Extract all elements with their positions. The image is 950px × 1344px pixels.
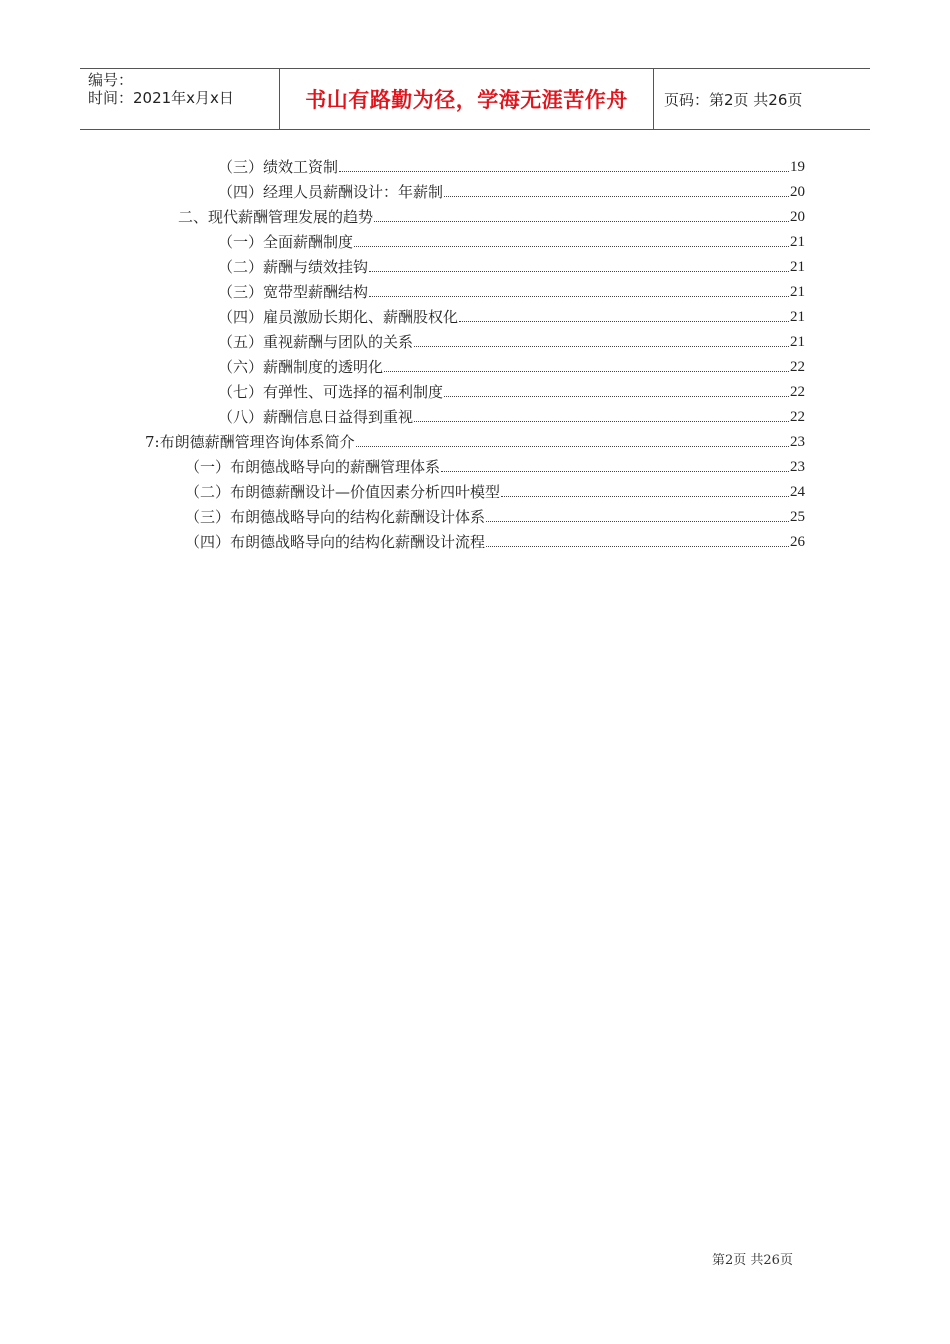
toc-entry-page: 23	[790, 434, 805, 450]
toc-leader-dots	[339, 170, 789, 172]
toc-leader-dots	[501, 495, 789, 497]
toc-entry[interactable]	[218, 255, 805, 277]
toc-entry-label: （一）全面薪酬制度	[218, 233, 354, 251]
toc-entry[interactable]	[178, 205, 805, 227]
toc-entry-page: 21	[790, 309, 805, 325]
toc-leader-dots	[486, 545, 789, 547]
toc-entry[interactable]	[218, 405, 805, 427]
toc-entry[interactable]	[218, 355, 805, 377]
toc-entry[interactable]	[218, 230, 805, 252]
toc-leader-dots	[369, 295, 789, 297]
toc-leader-dots	[369, 270, 789, 272]
toc-entry-label: （三）布朗德战略导向的结构化薪酬设计体系	[185, 508, 486, 526]
toc-entry-page: 25	[790, 509, 805, 525]
motto-text: 书山有路勤为径，学海无涯苦作舟	[305, 88, 628, 112]
toc-entry-label: （二）布朗德薪酬设计—价值因素分析四叶模型	[185, 483, 501, 501]
toc-leader-dots	[354, 245, 789, 247]
toc-entry[interactable]	[218, 180, 805, 202]
toc-entry-label: （一）布朗德战略导向的薪酬管理体系	[185, 458, 441, 476]
toc-entry[interactable]	[185, 505, 805, 527]
toc-entry-page: 21	[790, 259, 805, 275]
toc-entry[interactable]	[185, 530, 805, 552]
toc-entry-label: （五）重视薪酬与团队的关系	[218, 333, 414, 351]
toc-entry-label: （三）宽带型薪酬结构	[218, 283, 369, 301]
toc-leader-dots	[486, 520, 789, 522]
toc-entry-page: 22	[790, 359, 805, 375]
toc-entry[interactable]	[145, 430, 805, 452]
toc-entry-page: 22	[790, 409, 805, 425]
toc-entry[interactable]	[218, 280, 805, 302]
toc-entry-page: 20	[790, 209, 805, 225]
toc-leader-dots	[444, 395, 789, 397]
page-header	[80, 68, 870, 130]
toc-leader-dots	[414, 345, 789, 347]
toc-entry[interactable]	[218, 380, 805, 402]
header-info-cell	[80, 69, 280, 129]
toc-entry-label: （二）薪酬与绩效挂钩	[218, 258, 369, 276]
toc-entry-label: 7:布朗德薪酬管理咨询体系简介	[145, 433, 355, 451]
toc-leader-dots	[459, 320, 789, 322]
toc-entry-page: 21	[790, 334, 805, 350]
toc-entry-label: （四）雇员激励长期化、薪酬股权化	[218, 308, 459, 326]
toc-entry-label: （六）薪酬制度的透明化	[218, 358, 384, 376]
toc-entry-label: （七）有弹性、可选择的福利制度	[218, 383, 444, 401]
toc-entry[interactable]	[218, 305, 805, 327]
time-label: 时间：2021年x月x日	[88, 89, 234, 107]
toc-entry-label: 二、现代薪酬管理发展的趋势	[178, 208, 374, 226]
toc-entry-page: 23	[790, 459, 805, 475]
toc-entry-label: （八）薪酬信息日益得到重视	[218, 408, 414, 426]
toc-leader-dots	[414, 420, 789, 422]
toc-entry-label: （四）布朗德战略导向的结构化薪酬设计流程	[185, 533, 486, 551]
toc-entry[interactable]	[185, 480, 805, 502]
toc-entry-page: 24	[790, 484, 805, 500]
toc-entry[interactable]	[218, 330, 805, 352]
toc-entry-page: 26	[790, 534, 805, 550]
toc-leader-dots	[374, 220, 789, 222]
toc-entry-label: （四）经理人员薪酬设计：年薪制	[218, 183, 444, 201]
toc-leader-dots	[384, 370, 789, 372]
header-motto-cell	[280, 69, 654, 129]
footer-page-number: 第2页 共26页	[712, 1253, 793, 1268]
toc-leader-dots	[441, 470, 789, 472]
toc-leader-dots	[444, 195, 789, 197]
toc-entry-label: （三）绩效工资制	[218, 158, 339, 176]
header-page-info: 页码：第2页 共26页	[664, 90, 803, 109]
toc-entry[interactable]	[218, 155, 805, 177]
toc-entry-page: 19	[790, 159, 805, 175]
number-label: 编号：	[88, 71, 134, 89]
toc-entry-page: 21	[790, 234, 805, 250]
header-page-cell	[654, 69, 870, 129]
toc-entry[interactable]	[185, 455, 805, 477]
toc-entry-page: 20	[790, 184, 805, 200]
toc-entry-page: 22	[790, 384, 805, 400]
page-footer	[712, 1249, 793, 1268]
toc-leader-dots	[356, 445, 789, 447]
toc-entry-page: 21	[790, 284, 805, 300]
